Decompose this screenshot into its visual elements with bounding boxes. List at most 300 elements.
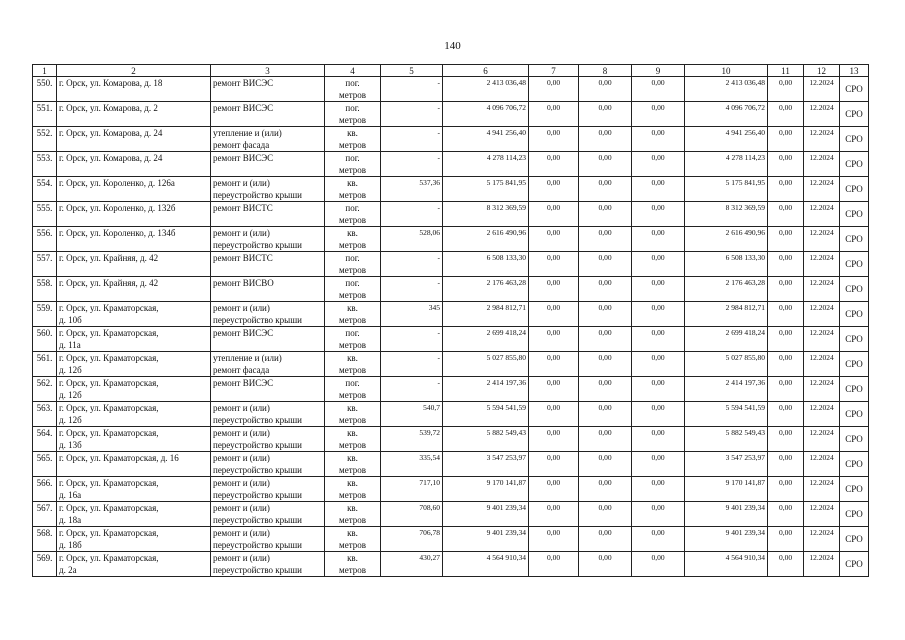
unit-cell-line: пог.	[345, 253, 360, 263]
work-type-cell	[211, 452, 325, 477]
address-cell-line: г. Орск, ул. Краматорская,	[59, 503, 159, 513]
row-number: 551.	[33, 102, 57, 127]
fund-cell-8: 0,00	[579, 552, 632, 577]
unit-cell-line: кв.	[347, 178, 358, 188]
fund-cell-11: 0,00	[768, 502, 804, 527]
address-cell-line: г. Орск, ул. Короленко, д. 132б	[59, 203, 176, 213]
area-cell: 717,10	[381, 477, 443, 502]
fund-cell-11: 0,00	[768, 102, 804, 127]
unit-cell-line: метров	[339, 190, 366, 200]
area-cell: -	[381, 102, 443, 127]
total-cost-cell: 9 170 141,87	[443, 477, 529, 502]
method-cell: СРО	[840, 527, 869, 552]
deadline-cell: 12.2024	[804, 552, 840, 577]
owner-funds-cell: 4 564 910,34	[685, 552, 768, 577]
address-cell-line: г. Орск, ул. Краматорская,	[59, 478, 159, 488]
work-type-cell-line: ремонт фасада	[213, 140, 270, 150]
work-type-cell-line	[213, 289, 322, 301]
address-cell-line: д. 11а	[59, 340, 81, 350]
address-cell-line: г. Орск, ул. Комарова, д. 18	[59, 78, 163, 88]
fund-cell-11: 0,00	[768, 352, 804, 377]
fund-cell-8: 0,00	[579, 352, 632, 377]
work-type-cell	[211, 327, 325, 352]
owner-funds-cell: 5 594 541,59	[685, 402, 768, 427]
method-cell: СРО	[840, 127, 869, 152]
owner-funds-cell: 4 096 706,72	[685, 102, 768, 127]
deadline-cell: 12.2024	[804, 227, 840, 252]
table-row	[33, 177, 869, 202]
table-row	[33, 302, 869, 327]
unit-cell	[325, 427, 381, 452]
work-type-cell	[211, 77, 325, 102]
work-type-cell-line: ремонт и (или)	[213, 503, 270, 513]
unit-cell	[325, 152, 381, 177]
method-cell: СРО	[840, 327, 869, 352]
work-type-cell-line: переустройство крыши	[213, 440, 302, 450]
deadline-cell: 12.2024	[804, 202, 840, 227]
table-row	[33, 477, 869, 502]
work-type-cell-line: ремонт ВИСТС	[213, 203, 273, 213]
unit-cell	[325, 352, 381, 377]
address-cell-line	[59, 239, 208, 251]
work-type-cell-line	[213, 214, 322, 226]
table-row	[33, 452, 869, 477]
total-cost-cell: 2 984 812,71	[443, 302, 529, 327]
fund-cell-9: 0,00	[632, 502, 685, 527]
fund-cell-11: 0,00	[768, 377, 804, 402]
table-row	[33, 527, 869, 552]
table-row	[33, 277, 869, 302]
row-number: 566.	[33, 477, 57, 502]
fund-cell-9: 0,00	[632, 452, 685, 477]
unit-cell-line: кв.	[347, 403, 358, 413]
unit-cell-line: кв.	[347, 428, 358, 438]
address-cell	[57, 227, 211, 252]
work-type-cell-line: переустройство крыши	[213, 465, 302, 475]
area-cell: -	[381, 327, 443, 352]
fund-cell-8: 0,00	[579, 502, 632, 527]
fund-cell-7: 0,00	[529, 402, 579, 427]
fund-cell-9: 0,00	[632, 252, 685, 277]
work-type-cell	[211, 402, 325, 427]
table-row	[33, 352, 869, 377]
unit-cell	[325, 452, 381, 477]
fund-cell-11: 0,00	[768, 452, 804, 477]
fund-cell-7: 0,00	[529, 177, 579, 202]
address-cell-line: г. Орск, ул. Краматорская,	[59, 428, 159, 438]
unit-cell-line: пог.	[345, 153, 360, 163]
fund-cell-9: 0,00	[632, 152, 685, 177]
work-type-cell	[211, 177, 325, 202]
method-cell: СРО	[840, 227, 869, 252]
work-type-cell-line	[213, 389, 322, 401]
unit-cell-line: кв.	[347, 528, 358, 538]
work-type-cell-line: ремонт ВИСЭС	[213, 153, 274, 163]
total-cost-cell: 5 027 855,80	[443, 352, 529, 377]
owner-funds-cell: 6 508 133,30	[685, 252, 768, 277]
work-type-cell	[211, 277, 325, 302]
address-cell	[57, 252, 211, 277]
address-cell-line: г. Орск, ул. Крайняя, д. 42	[59, 253, 159, 263]
address-cell-line: г. Орск, ул. Краматорская,	[59, 553, 159, 563]
work-type-cell	[211, 552, 325, 577]
owner-funds-cell: 4 278 114,23	[685, 152, 768, 177]
row-number: 569.	[33, 552, 57, 577]
row-number: 560.	[33, 327, 57, 352]
column-header-3: 3	[211, 65, 325, 77]
fund-cell-8: 0,00	[579, 327, 632, 352]
table-row	[33, 402, 869, 427]
work-type-cell-line: переустройство крыши	[213, 540, 302, 550]
work-type-cell-line: ремонт и (или)	[213, 428, 270, 438]
address-cell-line: д. 18б	[59, 540, 82, 550]
row-number: 556.	[33, 227, 57, 252]
fund-cell-9: 0,00	[632, 352, 685, 377]
work-type-cell-line: переустройство крыши	[213, 490, 302, 500]
total-cost-cell: 2 699 418,24	[443, 327, 529, 352]
address-cell	[57, 202, 211, 227]
total-cost-cell: 2 176 463,28	[443, 277, 529, 302]
fund-cell-8: 0,00	[579, 102, 632, 127]
work-type-cell	[211, 527, 325, 552]
unit-cell-line: кв.	[347, 303, 358, 313]
total-cost-cell: 4 278 114,23	[443, 152, 529, 177]
fund-cell-7: 0,00	[529, 327, 579, 352]
row-number: 562.	[33, 377, 57, 402]
unit-cell	[325, 102, 381, 127]
deadline-cell: 12.2024	[804, 502, 840, 527]
row-number: 567.	[33, 502, 57, 527]
address-cell-line	[59, 264, 208, 276]
address-cell	[57, 427, 211, 452]
work-type-cell-line	[213, 89, 322, 101]
fund-cell-11: 0,00	[768, 227, 804, 252]
owner-funds-cell: 2 616 490,96	[685, 227, 768, 252]
row-number: 564.	[33, 427, 57, 452]
unit-cell-line: метров	[339, 490, 366, 500]
header-row	[33, 65, 869, 77]
column-header-2: 2	[57, 65, 211, 77]
unit-cell	[325, 277, 381, 302]
address-cell-line: д. 2а	[59, 565, 77, 575]
unit-cell-line: метров	[339, 340, 366, 350]
total-cost-cell: 2 414 197,36	[443, 377, 529, 402]
total-cost-cell: 4 564 910,34	[443, 552, 529, 577]
address-cell-line: г. Орск, ул. Короленко, д. 126а	[59, 178, 175, 188]
address-cell-line: г. Орск, ул. Краматорская,	[59, 528, 159, 538]
fund-cell-9: 0,00	[632, 177, 685, 202]
fund-cell-9: 0,00	[632, 477, 685, 502]
column-header-13: 13	[840, 65, 869, 77]
fund-cell-11: 0,00	[768, 402, 804, 427]
address-cell-line: д. 18а	[59, 515, 82, 525]
area-cell: 430,27	[381, 552, 443, 577]
deadline-cell: 12.2024	[804, 427, 840, 452]
unit-cell-line: метров	[339, 565, 366, 575]
fund-cell-8: 0,00	[579, 252, 632, 277]
method-cell: СРО	[840, 427, 869, 452]
fund-cell-8: 0,00	[579, 302, 632, 327]
address-cell-line: д. 13б	[59, 440, 82, 450]
address-cell	[57, 177, 211, 202]
fund-cell-7: 0,00	[529, 277, 579, 302]
unit-cell-line: пог.	[345, 328, 360, 338]
row-number: 550.	[33, 77, 57, 102]
fund-cell-7: 0,00	[529, 102, 579, 127]
fund-cell-7: 0,00	[529, 452, 579, 477]
address-cell	[57, 277, 211, 302]
work-type-cell-line: ремонт ВИСЭС	[213, 103, 274, 113]
unit-cell	[325, 502, 381, 527]
owner-funds-cell: 4 941 256,40	[685, 127, 768, 152]
deadline-cell: 12.2024	[804, 302, 840, 327]
fund-cell-8: 0,00	[579, 377, 632, 402]
unit-cell-line: метров	[339, 240, 366, 250]
fund-cell-8: 0,00	[579, 202, 632, 227]
deadline-cell: 12.2024	[804, 352, 840, 377]
area-cell: 335,54	[381, 452, 443, 477]
area-cell: 708,60	[381, 502, 443, 527]
row-number: 561.	[33, 352, 57, 377]
fund-cell-9: 0,00	[632, 527, 685, 552]
method-cell: СРО	[840, 277, 869, 302]
fund-cell-11: 0,00	[768, 427, 804, 452]
total-cost-cell: 5 882 549,43	[443, 427, 529, 452]
method-cell: СРО	[840, 552, 869, 577]
address-cell	[57, 352, 211, 377]
address-cell-line	[59, 289, 208, 301]
table-row	[33, 77, 869, 102]
fund-cell-7: 0,00	[529, 127, 579, 152]
address-cell	[57, 477, 211, 502]
fund-cell-11: 0,00	[768, 127, 804, 152]
owner-funds-cell: 2 984 812,71	[685, 302, 768, 327]
total-cost-cell: 5 175 841,95	[443, 177, 529, 202]
unit-cell-line: метров	[339, 90, 366, 100]
fund-cell-7: 0,00	[529, 527, 579, 552]
owner-funds-cell: 2 176 463,28	[685, 277, 768, 302]
unit-cell	[325, 477, 381, 502]
fund-cell-8: 0,00	[579, 427, 632, 452]
unit-cell	[325, 377, 381, 402]
address-cell-line: г. Орск, ул. Короленко, д. 134б	[59, 228, 176, 238]
fund-cell-9: 0,00	[632, 127, 685, 152]
work-type-cell	[211, 127, 325, 152]
table-row	[33, 377, 869, 402]
fund-cell-7: 0,00	[529, 477, 579, 502]
owner-funds-cell: 9 401 239,34	[685, 527, 768, 552]
row-number: 555.	[33, 202, 57, 227]
deadline-cell: 12.2024	[804, 527, 840, 552]
area-cell: 539,72	[381, 427, 443, 452]
unit-cell-line: метров	[339, 290, 366, 300]
total-cost-cell: 4 941 256,40	[443, 127, 529, 152]
address-cell	[57, 377, 211, 402]
fund-cell-7: 0,00	[529, 552, 579, 577]
deadline-cell: 12.2024	[804, 252, 840, 277]
table-row	[33, 227, 869, 252]
deadline-cell: 12.2024	[804, 177, 840, 202]
deadline-cell: 12.2024	[804, 402, 840, 427]
work-type-cell	[211, 377, 325, 402]
column-header-5: 5	[381, 65, 443, 77]
row-number: 559.	[33, 302, 57, 327]
work-type-cell	[211, 227, 325, 252]
fund-cell-9: 0,00	[632, 77, 685, 102]
fund-cell-8: 0,00	[579, 127, 632, 152]
address-cell-line: д. 12б	[59, 415, 82, 425]
work-type-cell	[211, 302, 325, 327]
address-cell-line	[59, 164, 208, 176]
address-cell-line	[59, 214, 208, 226]
work-type-cell-line	[213, 114, 322, 126]
address-cell	[57, 552, 211, 577]
address-cell	[57, 402, 211, 427]
unit-cell	[325, 402, 381, 427]
address-cell-line	[59, 464, 208, 476]
address-cell	[57, 452, 211, 477]
method-cell: СРО	[840, 302, 869, 327]
fund-cell-11: 0,00	[768, 177, 804, 202]
work-type-cell-line: ремонт фасада	[213, 365, 270, 375]
fund-cell-8: 0,00	[579, 277, 632, 302]
address-cell-line: г. Орск, ул. Краматорская,	[59, 403, 159, 413]
fund-cell-7: 0,00	[529, 427, 579, 452]
area-cell: -	[381, 127, 443, 152]
row-number: 554.	[33, 177, 57, 202]
unit-cell	[325, 552, 381, 577]
work-type-cell-line: переустройство крыши	[213, 315, 302, 325]
address-cell-line: д. 10б	[59, 315, 82, 325]
total-cost-cell: 3 547 253,97	[443, 452, 529, 477]
work-type-cell-line: ремонт и (или)	[213, 453, 270, 463]
unit-cell-line: метров	[339, 165, 366, 175]
total-cost-cell: 9 401 239,34	[443, 502, 529, 527]
owner-funds-cell: 2 414 197,36	[685, 377, 768, 402]
unit-cell-line: пог.	[345, 103, 360, 113]
work-type-cell-line	[213, 264, 322, 276]
work-type-cell-line: переустройство крыши	[213, 240, 302, 250]
fund-cell-7: 0,00	[529, 502, 579, 527]
owner-funds-cell: 3 547 253,97	[685, 452, 768, 477]
area-cell: 540,7	[381, 402, 443, 427]
area-cell: -	[381, 277, 443, 302]
deadline-cell: 12.2024	[804, 277, 840, 302]
unit-cell-line: метров	[339, 315, 366, 325]
page-number: 140	[444, 40, 461, 52]
unit-cell-line: кв.	[347, 228, 358, 238]
work-type-cell-line: ремонт и (или)	[213, 303, 270, 313]
deadline-cell: 12.2024	[804, 77, 840, 102]
column-header-12: 12	[804, 65, 840, 77]
owner-funds-cell: 8 312 369,59	[685, 202, 768, 227]
unit-cell	[325, 77, 381, 102]
deadline-cell: 12.2024	[804, 452, 840, 477]
owner-funds-cell: 5 175 841,95	[685, 177, 768, 202]
address-cell	[57, 152, 211, 177]
fund-cell-11: 0,00	[768, 302, 804, 327]
unit-cell	[325, 327, 381, 352]
row-number: 558.	[33, 277, 57, 302]
unit-cell	[325, 527, 381, 552]
address-cell-line	[59, 114, 208, 126]
unit-cell-line: метров	[339, 540, 366, 550]
column-header-11: 11	[768, 65, 804, 77]
work-type-cell-line: ремонт и (или)	[213, 478, 270, 488]
fund-cell-9: 0,00	[632, 302, 685, 327]
column-header-6: 6	[443, 65, 529, 77]
unit-cell-line: кв.	[347, 553, 358, 563]
work-type-cell-line: ремонт и (или)	[213, 403, 270, 413]
fund-cell-8: 0,00	[579, 227, 632, 252]
work-type-cell-line: переустройство крыши	[213, 415, 302, 425]
fund-cell-9: 0,00	[632, 377, 685, 402]
area-cell: 537,36	[381, 177, 443, 202]
address-cell	[57, 302, 211, 327]
method-cell: СРО	[840, 452, 869, 477]
address-cell-line	[59, 89, 208, 101]
work-type-cell-line: переустройство крыши	[213, 190, 302, 200]
method-cell: СРО	[840, 77, 869, 102]
fund-cell-7: 0,00	[529, 302, 579, 327]
work-type-cell-line: ремонт ВИСВО	[213, 278, 274, 288]
table-row	[33, 327, 869, 352]
work-type-cell-line: переустройство крыши	[213, 515, 302, 525]
unit-cell-line: метров	[339, 465, 366, 475]
unit-cell	[325, 302, 381, 327]
deadline-cell: 12.2024	[804, 102, 840, 127]
column-header-10: 10	[685, 65, 768, 77]
address-cell	[57, 527, 211, 552]
fund-cell-9: 0,00	[632, 402, 685, 427]
unit-cell-line: метров	[339, 440, 366, 450]
work-type-cell-line: ремонт ВИСЭС	[213, 328, 274, 338]
area-cell: 706,78	[381, 527, 443, 552]
unit-cell-line: кв.	[347, 353, 358, 363]
fund-cell-7: 0,00	[529, 202, 579, 227]
deadline-cell: 12.2024	[804, 127, 840, 152]
table-row	[33, 102, 869, 127]
total-cost-cell: 5 594 541,59	[443, 402, 529, 427]
total-cost-cell: 9 401 239,34	[443, 527, 529, 552]
area-cell: -	[381, 77, 443, 102]
area-cell: -	[381, 252, 443, 277]
fund-cell-7: 0,00	[529, 252, 579, 277]
work-type-cell-line: ремонт ВИСЭС	[213, 78, 274, 88]
fund-cell-9: 0,00	[632, 552, 685, 577]
unit-cell-line: метров	[339, 365, 366, 375]
address-cell	[57, 127, 211, 152]
address-cell-line: г. Орск, ул. Краматорская,	[59, 303, 159, 313]
fund-cell-8: 0,00	[579, 477, 632, 502]
unit-cell-line: пог.	[345, 203, 360, 213]
column-header-4: 4	[325, 65, 381, 77]
table-row	[33, 427, 869, 452]
deadline-cell: 12.2024	[804, 377, 840, 402]
area-cell: -	[381, 202, 443, 227]
column-header-7: 7	[529, 65, 579, 77]
work-type-cell-line	[213, 339, 322, 351]
owner-funds-cell: 2 413 036,48	[685, 77, 768, 102]
total-cost-cell: 6 508 133,30	[443, 252, 529, 277]
owner-funds-cell: 9 170 141,87	[685, 477, 768, 502]
fund-cell-9: 0,00	[632, 427, 685, 452]
table-body	[33, 77, 869, 577]
work-type-cell-line: ремонт и (или)	[213, 553, 270, 563]
area-cell: -	[381, 352, 443, 377]
total-cost-cell: 2 413 036,48	[443, 77, 529, 102]
work-type-cell-line: ремонт и (или)	[213, 528, 270, 538]
